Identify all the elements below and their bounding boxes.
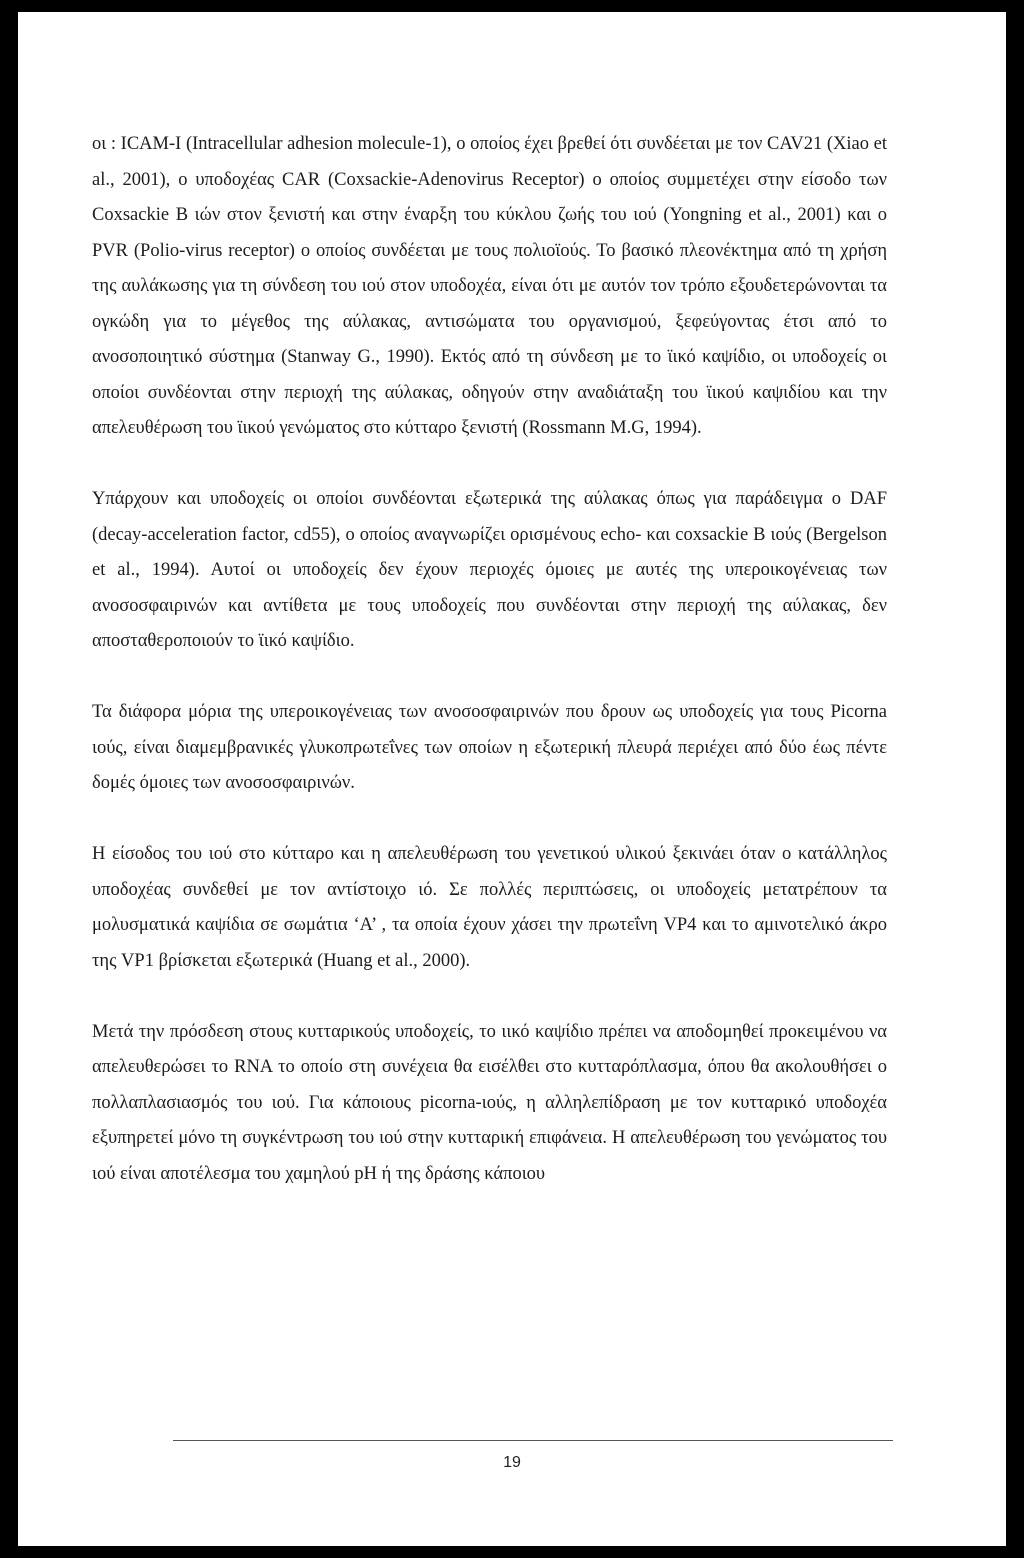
paragraph-gap [92,447,887,483]
paragraph-3: Τα διάφορα μόρια της υπεροικογένειας των ανοσοσφαιρινών που δρουν ως υποδοχείς για τους Picorna ιούς, είναι διαμεμβρανικές γλυκοπρωτεΐνες των οποίων η εξωτερική πλευρά περιέχει από δύο έως πέντε δομές όμοιες των ανοσοσφαιρινών. [92,702,887,793]
paragraph-gap [92,802,887,838]
body-text [92,127,887,1192]
paragraph-2: Υπάρχουν και υποδοχείς οι οποίοι συνδέονται εξωτερικά της αύλακας όπως για παράδειγμα ο DAF (decay-acceleration factor, cd55), ο οποίος αναγνωρίζει ορισμένους echo- και coxsackie B ιούς (Bergelson et al., 1994). Αυτοί οι υποδοχείς δεν έχουν περιοχές όμοιες με αυτές της υπεροικογένειας των ανοσοσφαιρινών και αντίθετα με τους υποδοχείς που συνδέονται στην περιοχή της αύλακας, δεν αποσταθεροποιούν το ϊικό καψίδιο. [92,489,887,651]
document-page [18,12,1006,1546]
paragraph-1: οι : ICAM-I (Intracellular adhesion molecule-1), ο οποίος έχει βρεθεί ότι συνδέεται με τον CAV21 (Xiao et al., 2001), ο υποδοχέας CAR (Coxsackie-Adenovirus Receptor) ο οποίος συμμετέχει στην είσοδο των Coxsackie B ιών στον ξενιστή και στην έναρξη του κύκλου ζωής του ιού (Yongning et al., 2001) και ο PVR (Polio-virus receptor) ο οποίος συνδέεται με τους πολιοϊούς. Το βασικό πλεονέκτημα από τη χρήση της αυλάκωσης για τη σύνδεση του ιού στον υποδοχέα, είναι ότι με αυτόν τον τρόπο εξουδετερώνονται τα ογκώδη για το μέγεθος της αύλακας, αντισώματα του οργανισμού, ξεφεύγοντας έτσι από το ανοσοποιητικό σύστημα (Stanway G., 1990). Εκτός από τη σύνδεση με το ϊικό καψίδιο, οι υποδοχείς οι οποίοι συνδέονται στην περιοχή της αύλακας, οδηγούν στην αναδιάταξη του ϊικού καψιδίου και την απελευθέρωση του ϊικού γενώματος στο κύτταρο ξενιστή (Rossmann M.G, 1994). [92,134,887,438]
paragraph-5: Μετά την πρόσδεση στους κυτταρικούς υποδοχείς, το ιικό καψίδιο πρέπει να αποδομηθεί προκειμένου να απελευθερώσει το RNA το οποίο στη συνέχεια θα εισέλθει στο κυτταρόπλασμα, όπου θα ακολουθήσει ο πολλαπλασιασμός του ιού. Για κάποιους picorna-ιούς, η αλληλεπίδραση με τον κυτταρικό υποδοχέα εξυπηρετεί μόνο τη συγκέντρωση του ιού στην κυτταρική επιφάνεια. Η απελευθέρωση του γενώματος του ιού είναι αποτέλεσμα του χαμηλού pH ή της δράσης κάποιου [92,1021,887,1184]
paragraph-4: Η είσοδος του ιού στο κύτταρο και η απελευθέρωση του γενετικού υλικού ξεκινάει όταν ο κατάλληλος υποδοχέας συνδεθεί με τον αντίστοιχο ιό. Σε πολλές περιπτώσεις, οι υποδοχείς μετατρέπουν τα μολυσματικά καψίδια σε σωμάτια ‘A’ , τα οποία έχουν χάσει την πρωτεΐνη VP4 και το αμινοτελικό άκρο της VP1 βρίσκεται εξωτερικά (Huang et al., 2000). [92,844,887,971]
paragraph-gap [92,660,887,696]
page-number: 19 [503,1454,521,1471]
footer-rule [173,1440,893,1441]
paragraph-gap [92,979,887,1015]
